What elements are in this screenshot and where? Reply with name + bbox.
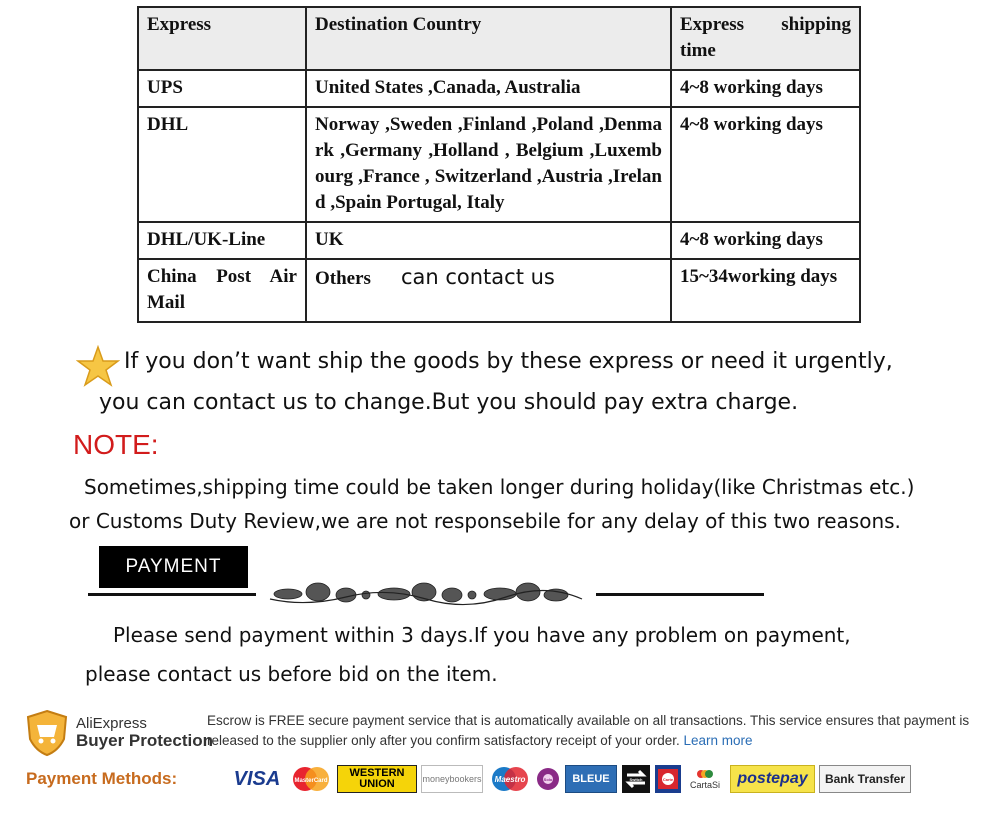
note-line-1: Sometimes,shipping time could be taken longer during holiday(like Christmas etc.): [84, 475, 915, 499]
visa-logo: VISA: [233, 767, 281, 790]
payment-label: PAYMENT: [99, 546, 248, 588]
mastercard-text: MasterCard: [294, 778, 328, 784]
header-destination: Destination Country: [306, 7, 671, 70]
payment-methods-label: Payment Methods:: [26, 769, 178, 788]
cell-express: DHL: [138, 107, 306, 222]
aliexpress-brand: AliExpress: [76, 715, 147, 732]
cell-time: 4~8 working days: [671, 70, 860, 107]
escrow-text: [207, 711, 987, 751]
cartasi-logo: [685, 765, 725, 793]
payment-line-2: please contact us before bid on the item.: [85, 662, 498, 686]
postepay-logo: postepay: [730, 765, 815, 793]
ornament-divider-icon: [266, 577, 586, 611]
note-heading: NOTE:: [73, 429, 159, 460]
header-express: Express: [138, 7, 306, 70]
header-shipping-time: Express shipping time: [671, 7, 860, 70]
bank-transfer-logo: Bank Transfer: [819, 765, 911, 793]
cell-time: 4~8 working days: [671, 222, 860, 259]
contact-note: can contact us: [400, 265, 555, 289]
learn-more-link[interactable]: Learn more: [683, 733, 753, 748]
buyer-protection-shield-icon: [24, 709, 70, 757]
table-header-row: [138, 7, 860, 70]
maestro-logo: [488, 765, 532, 793]
table-row: [138, 222, 860, 259]
shipping-table: [137, 6, 861, 323]
notice-line-1: If you don’t want ship the goods by these express or need it urgently,: [124, 349, 893, 374]
solo-logo: [536, 765, 560, 793]
cell-destination: UK: [306, 222, 671, 259]
western-union-logo: WESTERN UNION: [337, 765, 417, 793]
carte-bleue-logo: BLEUE: [565, 765, 617, 793]
cell-time: 15~34working days: [671, 259, 860, 322]
cell-express: DHL/UK-Line: [138, 222, 306, 259]
mastercard-logo: [289, 765, 333, 793]
table-row: [138, 259, 860, 322]
cell-express: UPS: [138, 70, 306, 107]
carte-text: Carte: [662, 777, 674, 782]
switch-text: Switch: [629, 777, 643, 782]
cartasi-text: CartaSi: [689, 780, 720, 790]
switch-logo: [622, 765, 650, 793]
buyer-protection-title: Buyer Protection: [76, 731, 213, 750]
moneybookers-logo: moneybookers: [421, 765, 483, 793]
carte-logo: [655, 765, 681, 793]
cell-destination-text: Others: [315, 268, 371, 289]
table-row: [138, 107, 860, 222]
divider-right: [596, 593, 764, 596]
divider-left: [88, 593, 256, 596]
payment-line-1: Please send payment within 3 days.If you have any problem on payment,: [113, 623, 851, 647]
notice-line-2: you can contact us to change.But you should pay extra charge.: [99, 390, 799, 415]
cell-destination: United States ,Canada, Australia: [306, 70, 671, 107]
cell-time: 4~8 working days: [671, 107, 860, 222]
cell-express: China Post Air Mail: [138, 259, 306, 322]
cell-destination: Norway ,Sweden ,Finland ,Poland ,Denmark ,Germany ,Holland , Belgium ,Luxembourg ,France , Switzerland ,Austria ,Ireland ,Spain Portugal, Italy: [306, 107, 671, 222]
cell-destination: [306, 259, 671, 322]
star-icon: [76, 345, 120, 389]
solo-text: Solo: [543, 777, 553, 782]
maestro-text: Maestro: [494, 775, 526, 784]
table-row: [138, 70, 860, 107]
escrow-description: Escrow is FREE secure payment service that is automatically available on all transactions. This service ensures that payment is released to the supplier only after you confirm satisfactory receipt of your order.: [207, 713, 970, 748]
note-line-2: or Customs Duty Review,we are not responsebile for any delay of this two reasons.: [69, 509, 901, 533]
